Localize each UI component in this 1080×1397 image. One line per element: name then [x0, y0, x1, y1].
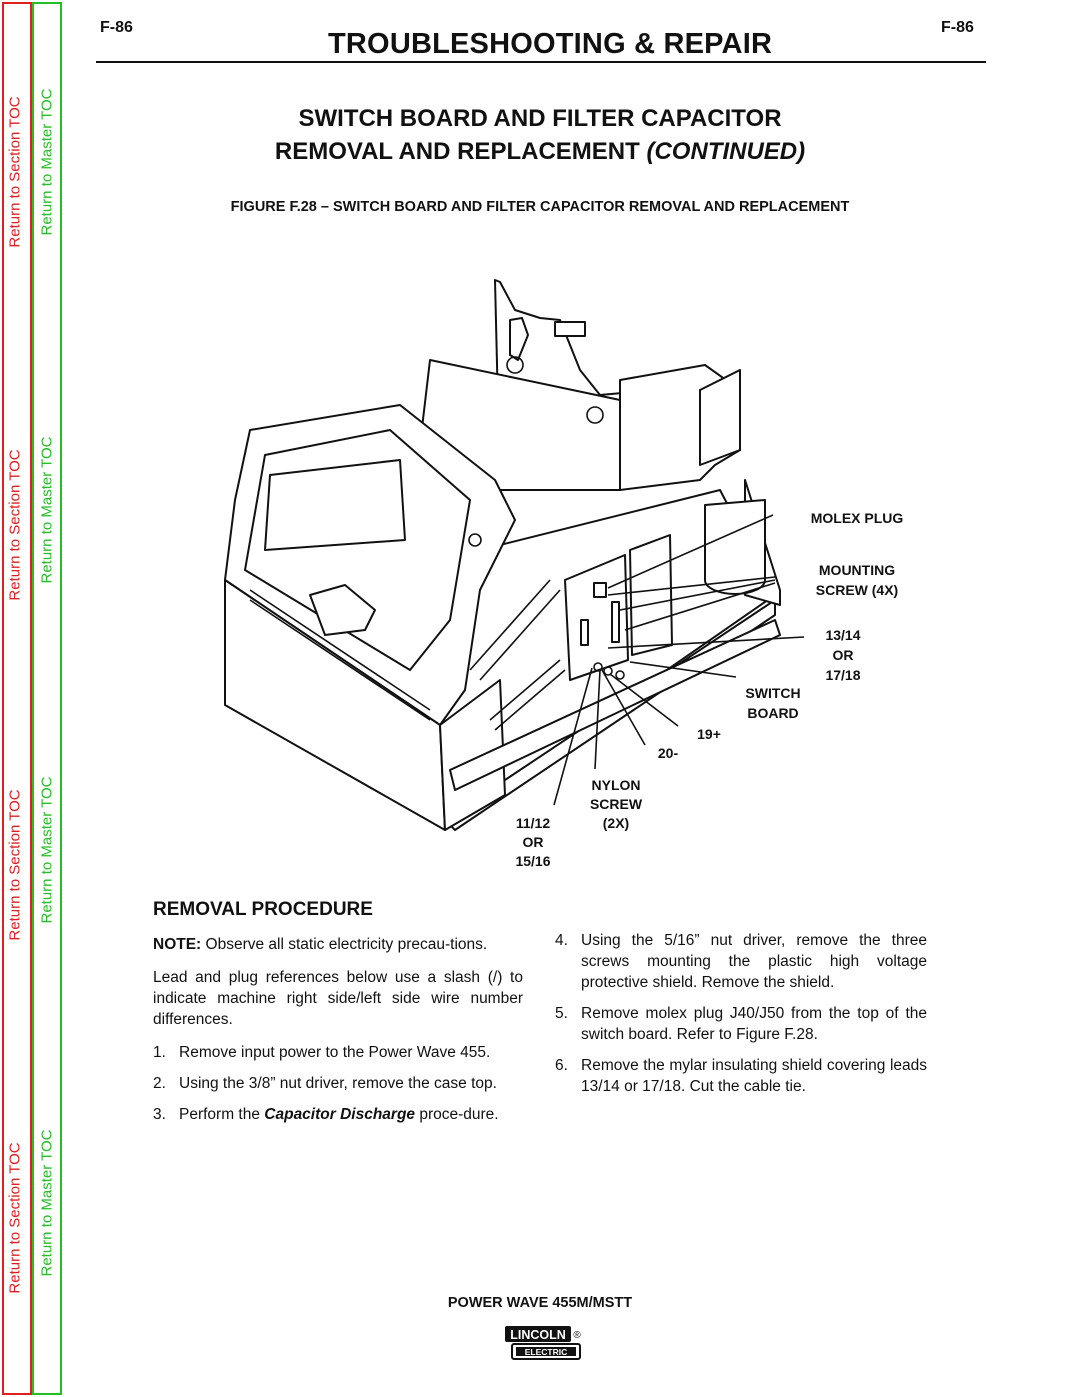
label-board: BOARD — [747, 705, 799, 721]
footer-model-name: POWER WAVE 455M/MSTT — [447, 1295, 633, 1311]
figure-caption: FIGURE F.28 – SWITCH BOARD AND FILTER CAPACITOR REMOVAL AND REPLACEMENT — [230, 199, 850, 215]
step-item: 5. Remove molex plug J40/J50 from the top of the switch board. Refer to Figure F.28. — [555, 1005, 927, 1043]
label-13-14: 13/14 — [825, 627, 861, 643]
procedure-left-column — [153, 934, 523, 1135]
removal-procedure-heading: REMOVAL PROCEDURE — [153, 899, 373, 920]
return-to-section-toc-link[interactable]: Return to Section TOC — [6, 1142, 24, 1294]
page-number-left: F-86 — [100, 19, 133, 36]
intro-paragraph: Lead and plug references below use a slash (/) to indicate machine right side/left side wire number differences. — [153, 969, 523, 1028]
header-divider — [96, 61, 986, 63]
note-paragraph: NOTE: Observe all static electricity precau-tions. — [153, 936, 488, 953]
return-to-master-toc-link[interactable]: Return to Master TOC — [38, 436, 56, 584]
return-to-section-toc-link[interactable]: Return to Section TOC — [6, 789, 24, 941]
return-to-section-toc-link[interactable]: Return to Section TOC — [6, 96, 24, 248]
svg-text:ELECTRIC: ELECTRIC — [524, 1347, 568, 1357]
label-nylon: NYLON — [591, 777, 641, 793]
step-item: 4. Using the 5/16” nut driver, remove the three screws mounting the plastic high voltage protective shield. Remove the shield. — [555, 932, 927, 991]
page-number-right: F-86 — [941, 19, 974, 36]
page-title-line2: REMOVAL AND REPLACEMENT (CONTINUED) — [274, 138, 806, 165]
procedure-right-column — [555, 930, 927, 1107]
label-2x: (2X) — [602, 815, 630, 831]
section-header-title: TROUBLESHOOTING & REPAIR — [328, 28, 773, 60]
step-item: 3. Perform the Capacitor Discharge proce-dure. — [153, 1106, 499, 1123]
label-or-b: OR — [522, 834, 544, 850]
label-15-16: 15/16 — [515, 853, 551, 869]
label-or-a: OR — [832, 647, 854, 663]
label-19-plus: 19+ — [697, 726, 721, 742]
step-item: 2. Using the 3/8” nut driver, remove the case top. — [153, 1075, 497, 1092]
svg-text:®: ® — [573, 1330, 581, 1341]
switch-board-diagram — [200, 250, 920, 890]
label-11-12: 11/12 — [515, 815, 551, 831]
return-to-master-toc-link[interactable]: Return to Master TOC — [38, 1129, 56, 1277]
label-20-minus: 20- — [657, 745, 679, 761]
step-item: 6. Remove the mylar insulating shield covering leads 13/14 or 17/18. Cut the cable tie. — [555, 1057, 927, 1095]
return-to-section-toc-link[interactable]: Return to Section TOC — [6, 449, 24, 601]
svg-text:LINCOLN: LINCOLN — [510, 1328, 566, 1342]
label-mounting: MOUNTING — [818, 562, 896, 578]
label-17-18: 17/18 — [825, 667, 861, 683]
label-switch: SWITCH — [745, 685, 801, 701]
step-item: 1. Remove input power to the Power Wave 455. — [153, 1044, 491, 1061]
label-screw-4x: SCREW (4X) — [815, 582, 899, 598]
page-title-line1: SWITCH BOARD AND FILTER CAPACITOR — [298, 105, 782, 132]
return-to-master-toc-link[interactable]: Return to Master TOC — [38, 776, 56, 924]
return-to-master-toc-link[interactable]: Return to Master TOC — [38, 88, 56, 236]
label-molex-plug: MOLEX PLUG — [810, 510, 904, 526]
lincoln-electric-logo — [503, 1324, 587, 1362]
label-screw: SCREW — [589, 796, 643, 812]
